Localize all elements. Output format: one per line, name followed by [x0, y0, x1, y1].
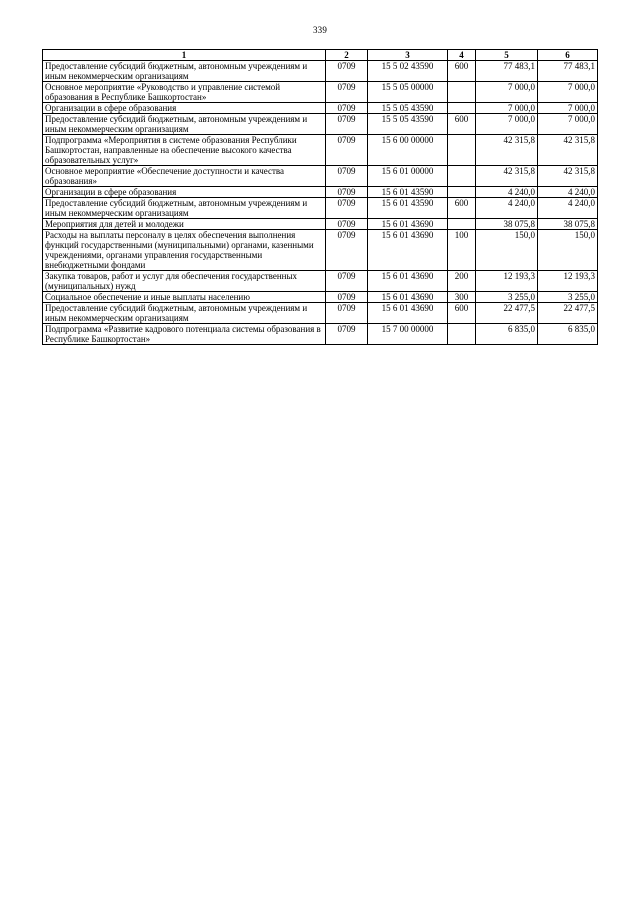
- row-value-6-cell: 77 483,1: [538, 61, 598, 82]
- row-section-cell: 0709: [326, 292, 368, 303]
- column-header: 3: [368, 50, 448, 61]
- row-code-cell: 15 6 01 43690: [368, 292, 448, 303]
- table-row: [43, 292, 598, 303]
- column-header: 5: [476, 50, 538, 61]
- row-section-cell: 0709: [326, 230, 368, 271]
- column-header: 4: [448, 50, 476, 61]
- row-value-5-cell: 4 240,0: [476, 187, 538, 198]
- row-section-cell: 0709: [326, 103, 368, 114]
- row-value-5-cell: 7 000,0: [476, 103, 538, 114]
- table-row: [43, 187, 598, 198]
- row-type-cell: 200: [448, 271, 476, 292]
- row-value-6-cell: 4 240,0: [538, 187, 598, 198]
- row-type-cell: 100: [448, 230, 476, 271]
- row-type-cell: 600: [448, 198, 476, 219]
- row-value-5-cell: 6 835,0: [476, 324, 538, 345]
- row-value-6-cell: 6 835,0: [538, 324, 598, 345]
- table-row: [43, 230, 598, 271]
- table-row: [43, 271, 598, 292]
- table-row: [43, 61, 598, 82]
- table-body: [43, 61, 598, 345]
- row-code-cell: 15 5 05 43590: [368, 114, 448, 135]
- table-row: [43, 219, 598, 230]
- row-name-cell: Социальное обеспечение и иные выплаты населению: [43, 292, 326, 303]
- row-section-cell: 0709: [326, 82, 368, 103]
- row-name-cell: Основное мероприятие «Обеспечение доступности и качества образования»: [43, 166, 326, 187]
- row-section-cell: 0709: [326, 135, 368, 166]
- row-value-5-cell: 38 075,8: [476, 219, 538, 230]
- row-code-cell: 15 6 01 43690: [368, 303, 448, 324]
- row-section-cell: 0709: [326, 166, 368, 187]
- row-name-cell: Основное мероприятие «Руководство и управление системой образования в Республике Башкортостан»: [43, 82, 326, 103]
- row-name-cell: Предоставление субсидий бюджетным, автономным учреждениям и иным некоммерческим организациям: [43, 61, 326, 82]
- row-value-5-cell: 22 477,5: [476, 303, 538, 324]
- row-value-6-cell: 7 000,0: [538, 103, 598, 114]
- row-name-cell: Организации в сфере образования: [43, 103, 326, 114]
- row-code-cell: 15 5 05 00000: [368, 82, 448, 103]
- row-section-cell: 0709: [326, 61, 368, 82]
- table-header-row: [43, 50, 598, 61]
- row-name-cell: Подпрограмма «Мероприятия в системе образования Республики Башкортостан, направленные на обеспечение высокого качества образовательных услуг»: [43, 135, 326, 166]
- table-row: [43, 114, 598, 135]
- row-code-cell: 15 6 01 43590: [368, 187, 448, 198]
- row-type-cell: [448, 103, 476, 114]
- row-value-6-cell: 150,0: [538, 230, 598, 271]
- table-row: [43, 166, 598, 187]
- row-value-5-cell: 7 000,0: [476, 82, 538, 103]
- row-value-6-cell: 7 000,0: [538, 114, 598, 135]
- row-value-6-cell: 3 255,0: [538, 292, 598, 303]
- row-value-6-cell: 22 477,5: [538, 303, 598, 324]
- row-type-cell: [448, 324, 476, 345]
- row-code-cell: 15 6 01 43590: [368, 198, 448, 219]
- page-number: 339: [312, 25, 328, 35]
- row-value-6-cell: 4 240,0: [538, 198, 598, 219]
- column-header: 1: [43, 50, 326, 61]
- row-section-cell: 0709: [326, 187, 368, 198]
- row-section-cell: 0709: [326, 198, 368, 219]
- row-code-cell: 15 7 00 00000: [368, 324, 448, 345]
- row-type-cell: 600: [448, 114, 476, 135]
- row-value-5-cell: 4 240,0: [476, 198, 538, 219]
- row-name-cell: Предоставление субсидий бюджетным, автономным учреждениям и иным некоммерческим организациям: [43, 198, 326, 219]
- row-section-cell: 0709: [326, 271, 368, 292]
- row-name-cell: Организации в сфере образования: [43, 187, 326, 198]
- row-code-cell: 15 6 01 43690: [368, 230, 448, 271]
- row-name-cell: Предоставление субсидий бюджетным, автономным учреждениям и иным некоммерческим организациям: [43, 114, 326, 135]
- table-row: [43, 198, 598, 219]
- row-code-cell: 15 5 05 43590: [368, 103, 448, 114]
- row-value-6-cell: 42 315,8: [538, 135, 598, 166]
- row-value-6-cell: 7 000,0: [538, 82, 598, 103]
- row-section-cell: 0709: [326, 219, 368, 230]
- row-name-cell: Предоставление субсидий бюджетным, автономным учреждениям и иным некоммерческим организациям: [43, 303, 326, 324]
- row-type-cell: [448, 219, 476, 230]
- row-type-cell: [448, 82, 476, 103]
- budget-table: [42, 49, 598, 345]
- table-row: [43, 303, 598, 324]
- row-value-6-cell: 12 193,3: [538, 271, 598, 292]
- row-code-cell: 15 6 01 43690: [368, 271, 448, 292]
- row-value-5-cell: 42 315,8: [476, 135, 538, 166]
- column-header: 6: [538, 50, 598, 61]
- table-row: [43, 82, 598, 103]
- row-section-cell: 0709: [326, 324, 368, 345]
- row-value-5-cell: 7 000,0: [476, 114, 538, 135]
- row-name-cell: Мероприятия для детей и молодежи: [43, 219, 326, 230]
- row-value-5-cell: 12 193,3: [476, 271, 538, 292]
- table-row: [43, 324, 598, 345]
- row-section-cell: 0709: [326, 303, 368, 324]
- row-value-5-cell: 42 315,8: [476, 166, 538, 187]
- table-row: [43, 103, 598, 114]
- row-name-cell: Закупка товаров, работ и услуг для обеспечения государственных (муниципальных) нужд: [43, 271, 326, 292]
- table-row: [43, 135, 598, 166]
- row-type-cell: [448, 187, 476, 198]
- row-section-cell: 0709: [326, 114, 368, 135]
- row-type-cell: 600: [448, 61, 476, 82]
- row-type-cell: 300: [448, 292, 476, 303]
- row-value-5-cell: 77 483,1: [476, 61, 538, 82]
- row-code-cell: 15 6 00 00000: [368, 135, 448, 166]
- row-type-cell: [448, 166, 476, 187]
- row-type-cell: 600: [448, 303, 476, 324]
- row-code-cell: 15 6 01 00000: [368, 166, 448, 187]
- column-header: 2: [326, 50, 368, 61]
- row-type-cell: [448, 135, 476, 166]
- row-value-5-cell: 3 255,0: [476, 292, 538, 303]
- row-code-cell: 15 5 02 43590: [368, 61, 448, 82]
- row-value-6-cell: 38 075,8: [538, 219, 598, 230]
- row-value-6-cell: 42 315,8: [538, 166, 598, 187]
- row-value-5-cell: 150,0: [476, 230, 538, 271]
- row-name-cell: Расходы на выплаты персоналу в целях обеспечения выполнения функций государственными (муниципальными) органами, казенными учреждениями, органами управления государственными внебюджетными фондами: [43, 230, 326, 271]
- row-code-cell: 15 6 01 43690: [368, 219, 448, 230]
- row-name-cell: Подпрограмма «Развитие кадрового потенциала системы образования в Республике Башкортостан»: [43, 324, 326, 345]
